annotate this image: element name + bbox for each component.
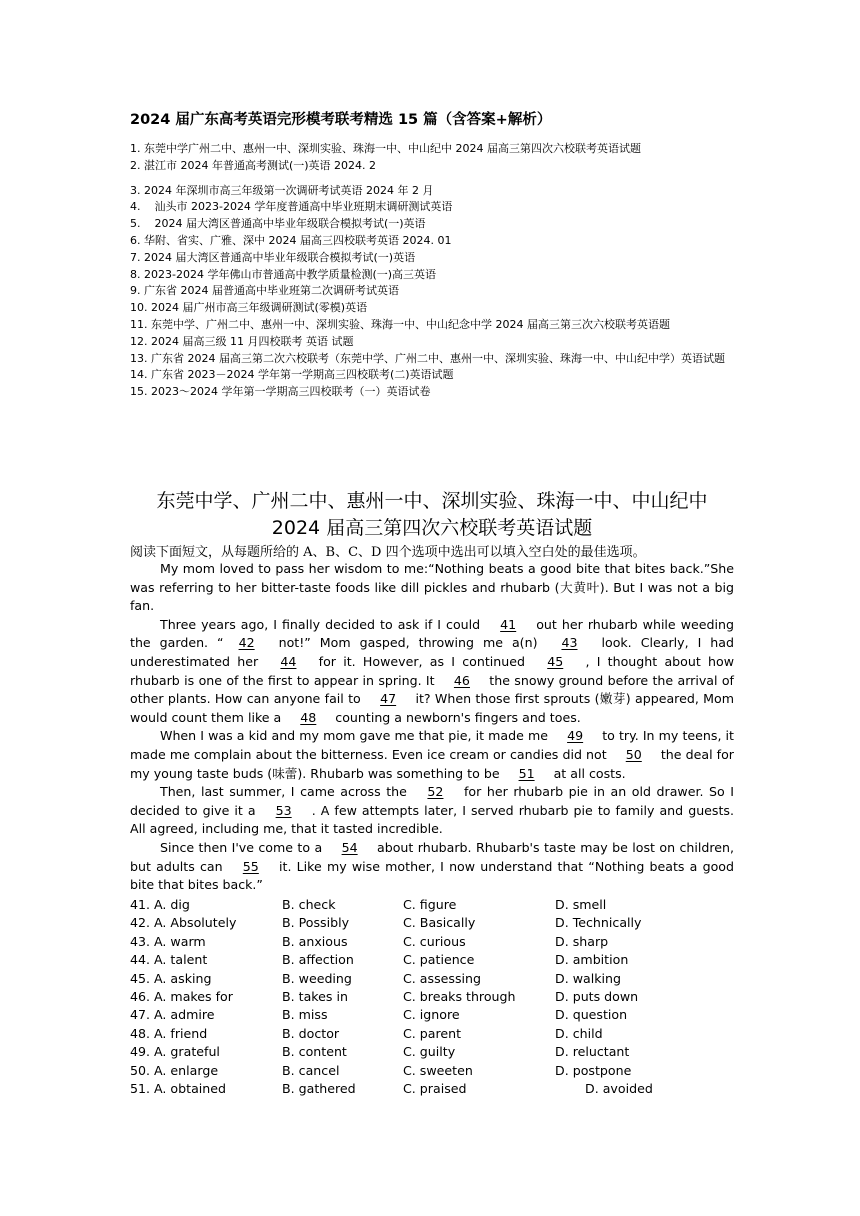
blank-55: 55 [242,858,259,874]
option-d: D. reluctant [555,1044,630,1060]
option-b: B. content [282,1044,347,1060]
option-row-50 [130,1063,734,1081]
option-c: C. guilty [403,1044,456,1060]
answer-options [130,897,734,1099]
option-c: C. praised [403,1080,467,1096]
option-c: C. breaks through [403,988,516,1004]
toc-item: 9. 广东省 2024 届普通高中毕业班第二次调研考试英语 [130,284,399,298]
option-d: D. sharp [555,933,609,949]
toc-item: 1. 东莞中学广州二中、惠州一中、深圳实验、珠海一中、中山纪中 2024 届高三第四次六校联考英语试题 [130,142,641,155]
document-title: 2024 届广东高考英语完形模考联考精选 15 篇（含答案+解析） [130,112,552,128]
option-b: B. takes in [282,988,348,1004]
option-a: 50. A. enlarge [130,1062,219,1078]
option-row-44 [130,952,734,970]
option-b: B. Possibly [282,915,350,931]
option-c: C. curious [403,933,466,949]
option-c: C. assessing [403,970,481,986]
option-a: 46. A. makes for [130,988,233,1004]
toc-item: 14. 广东省 2023－2024 学年第一学期高三四校联考(二)英语试题 [130,368,454,382]
option-a: 41. A. dig [130,897,190,912]
toc-item: 3. 2024 年深圳市高三年级第一次调研考试英语 2024 年 2 月 [130,183,434,197]
option-d: D. ambition [555,952,629,968]
blank-41: 41 [500,616,517,632]
passage-paragraph: Three years ago, I finally decided to ask if I could 41 out her rhubarb while weeding the garden. “ 42 not!” Mom gasped, throwing me a(n) 43 look. Clearly, I had underestimated her 44 for it. However, as I continued 45 , I thought about how rhubarb is one of the first to appear in spring. It 46 the snowy ground before the arrival of other plants. How can anyone fail to 47 it? When those first sprouts (嫩芽) appeared, Mom would count them like a 48 counting a newborn's fingers and toes. [130,616,734,728]
toc-item: 5. 2024 届大湾区普通高中毕业年级联合模拟考试(一)英语 [130,217,426,231]
blank-52: 52 [427,784,444,800]
option-d: D. puts down [555,988,639,1004]
passage-paragraph: When I was a kid and my mom gave me that pie, it made me 49 to try. In my teens, it made me complain about the bitterness. Even ice cream or candies did not 50 the deal for my young taste buds (味蕾). Rhubarb was something to be 51 at all costs. [130,727,734,783]
option-a: 45. A. asking [130,970,212,986]
option-row-49 [130,1044,734,1062]
option-d: D. child [555,1025,603,1041]
option-row-43 [130,934,734,952]
option-a: 44. A. talent [130,952,208,968]
blank-48: 48 [300,709,317,725]
option-b: B. check [282,897,336,912]
option-d: D. avoided [585,1080,653,1096]
option-a: 47. A. admire [130,1007,215,1023]
toc-item: 4. 汕头市 2023-2024 学年度普通高中毕业班期末调研测试英语 [130,200,453,214]
option-d: D. postpone [555,1062,632,1078]
toc-item: 11. 东莞中学、广州二中、惠州一中、深圳实验、珠海一中、中山纪念中学 2024 届高三第三次六校联考英语题 [130,317,670,331]
option-c: C. patience [403,952,475,968]
toc-item: 7. 2024 届大湾区普通高中毕业年级联合模拟考试(一)英语 [130,250,416,264]
option-b: B. anxious [282,933,348,949]
blank-54: 54 [341,839,358,855]
toc-item: 12. 2024 届高三级 11 月四校联考 英语 试题 [130,334,354,348]
passage-paragraph: Then, last summer, I came across the 52 for her rhubarb pie in an old drawer. So I decided to give it a 53 . A few attempts later, I served rhubarb pie to family and guests. All agreed, including me, that it tasted incredible. [130,784,735,837]
blank-50: 50 [625,746,642,762]
blank-47: 47 [380,691,397,707]
option-c: C. sweeten [403,1062,473,1078]
blank-51: 51 [518,765,535,781]
option-row-47 [130,1007,734,1025]
option-row-51 [130,1081,734,1099]
blank-44: 44 [280,653,297,669]
option-row-48 [130,1026,734,1044]
option-a: 49. A. grateful [130,1044,220,1060]
passage-paragraph: Since then I've come to a 54 about rhubarb. Rhubarb's taste may be lost on children, but adults can 55 it. Like my wise mother, I now understand that “Nothing beats a good bite that bites back.” [130,839,735,893]
option-c: C. Basically [403,915,476,931]
option-row-42 [130,915,734,933]
table-of-contents [130,141,734,401]
blank-53: 53 [275,802,292,818]
toc-item: 8. 2023-2024 学年佛山市普通高中教学质量检测(一)高三英语 [130,267,437,281]
option-d: D. walking [555,970,621,986]
option-c: C. parent [403,1025,462,1041]
section-title: 东莞中学、广州二中、惠州一中、深圳实验、珠海一中、中山纪中 2024 届高三第四次六校联考英语试题 [156,490,708,539]
option-row-46 [130,989,734,1007]
toc-item: 10. 2024 届广州市高三年级调研测试(零模)英语 [130,301,368,315]
blank-42: 42 [238,635,255,651]
option-b: B. gathered [282,1080,356,1096]
option-a: 51. A. obtained [130,1080,227,1096]
blank-49: 49 [567,728,584,744]
option-a: 42. A. Absolutely [130,915,237,931]
option-a: 48. A. friend [130,1025,208,1041]
cloze-passage [130,560,734,895]
toc-item: 6. 华附、省实、广雅、深中 2024 届高三四校联考英语 2024. 01 [130,233,452,247]
toc-item: 2. 湛江市 2024 年普通高考测试(一)英语 2024. 2 [130,158,377,172]
option-row-41 [130,897,734,915]
option-d: D. question [555,1007,628,1023]
option-b: B. cancel [282,1062,340,1078]
option-c: C. figure [403,897,457,912]
option-d: D. Technically [555,915,642,931]
toc-item: 15. 2023～2024 学年第一学期高三四校联考（一）英语试卷 [130,385,431,399]
passage-paragraph: My mom loved to pass her wisdom to me:“Nothing beats a good bite that bites back.”She was referring to her bitter-taste foods like dill pickles and rhubarb (大黄叶). But I was not a big fan. [130,561,735,614]
option-b: B. miss [282,1007,328,1023]
instruction-text: 阅读下面短文，从每题所给的 A、B、C、D 四个选项中选出可以填入空白处的最佳选项。 [130,545,646,560]
option-a: 43. A. warm [130,933,206,949]
option-d: D. smell [555,897,607,912]
option-b: B. doctor [282,1025,340,1041]
toc-item: 13. 广东省 2024 届高三第二次六校联考（东莞中学、广州二中、惠州一中、深圳实验、珠海一中、中山纪中学）英语试题 [130,351,725,365]
blank-46: 46 [453,672,470,688]
option-row-45 [130,971,734,989]
option-b: B. weeding [282,970,352,986]
blank-43: 43 [561,635,578,651]
option-b: B. affection [282,952,354,968]
option-c: C. ignore [403,1007,460,1023]
blank-45: 45 [547,653,564,669]
